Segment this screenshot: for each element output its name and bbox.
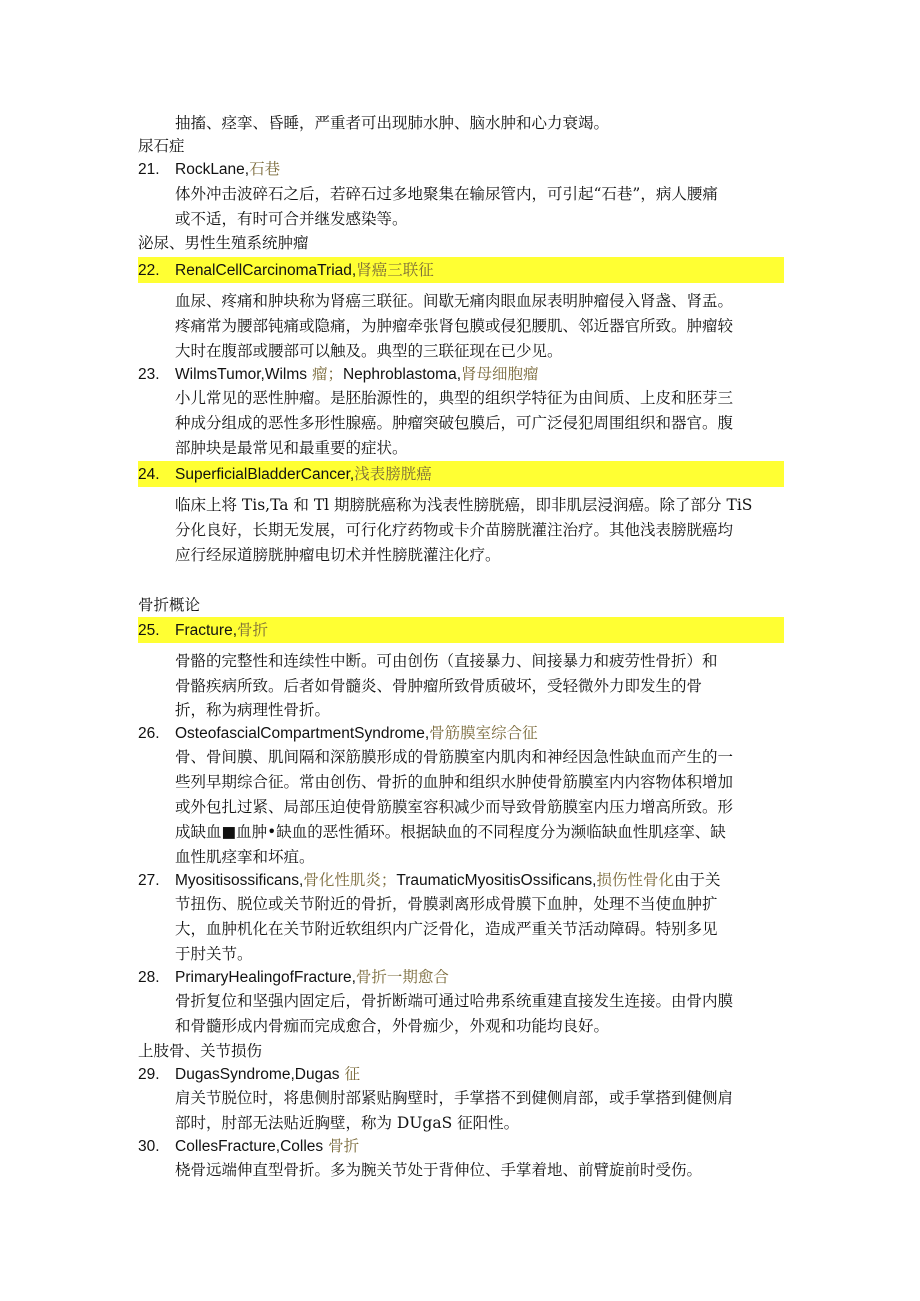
entry-term-en: DugasSyndrome,Dugas bbox=[175, 1066, 340, 1083]
paragraph-line: 骨骼的完整性和连续性中断。可由创伤（直接暴力、间接暴力和疲劳性骨折）和 bbox=[175, 652, 718, 670]
paragraph-line: 应行经尿道膀胱肿瘤电切术并性膀胱灌注化疗。 bbox=[175, 546, 501, 564]
entry-30 bbox=[138, 1135, 359, 1158]
entry-number: 24. bbox=[138, 466, 160, 483]
paragraph-line: 部时，肘部无法贴近胸壁，称为 DUgaS 征阳性。 bbox=[175, 1114, 520, 1132]
paragraph-line: 小儿常见的恶性肿瘤。是胚胎源性的，典型的组织学特征为由间质、上皮和胚芽三 bbox=[175, 389, 734, 407]
entry-term-cn: 骨化性肌炎； bbox=[303, 871, 397, 889]
paragraph-line: 节扭伤、脱位或关节附近的骨折，骨膜剥离形成骨膜下血肿，处理不当使血肿扩 bbox=[175, 895, 718, 913]
paragraph-line: 大，血肿机化在关节附近软组织内广泛骨化，造成严重关节活动障碍。特别多见 bbox=[175, 920, 718, 938]
entry-number: 23. bbox=[138, 366, 160, 383]
paragraph-line: 种成分组成的恶性多形性腺癌。肿瘤突破包膜后，可广泛侵犯周围组织和器官。腹 bbox=[175, 414, 734, 432]
paragraph-line: 桡骨远端伸直型骨折。多为腕关节处于背伸位、手掌着地、前臂旋前时受伤。 bbox=[175, 1161, 703, 1179]
entry-term-cn: 瘤； bbox=[311, 365, 343, 383]
entry-term-cn: 骨筋膜室综合征 bbox=[429, 724, 538, 742]
entry-term-en-alt: Nephroblastoma, bbox=[342, 366, 462, 383]
section-heading-upper-limb: 上肢骨、关节损伤 bbox=[138, 1042, 263, 1060]
entry-number: 28. bbox=[138, 969, 160, 986]
paragraph-line: 分化良好，长期无发展，可行化疗药物或卡介苗膀胱灌注治疗。其他浅表膀胱癌均 bbox=[175, 521, 734, 539]
entry-term-en: Fracture, bbox=[175, 622, 238, 639]
entry-27 bbox=[138, 869, 721, 892]
entry-number: 26. bbox=[138, 725, 160, 742]
entry-term-en: PrimaryHealingofFracture, bbox=[175, 969, 356, 986]
entry-term-en: RenalCellCarcinomaTriad, bbox=[175, 262, 357, 279]
entry-number: 25. bbox=[138, 622, 160, 639]
paragraph-line: 和骨髓形成内骨痂而完成愈合，外骨痂少，外观和功能均良好。 bbox=[175, 1017, 610, 1035]
paragraph-line: 疼痛常为腰部钝痛或隐痛，为肿瘤牵张肾包膜或侵犯腰肌、邻近器官所致。肿瘤较 bbox=[175, 317, 734, 335]
paragraph-line: 折，称为病理性骨折。 bbox=[175, 701, 331, 719]
paragraph-line: 骨骼疾病所致。后者如骨髓炎、骨肿瘤所致骨质破坏，受轻微外力即发生的骨 bbox=[175, 677, 703, 695]
paragraph-line: 体外冲击波碎石之后，若碎石过多地聚集在输尿管内，可引起“石巷”，病人腰痛 bbox=[175, 185, 718, 203]
entry-term-cn: 浅表膀胱癌 bbox=[354, 465, 432, 483]
entry-number: 22. bbox=[138, 262, 160, 279]
entry-term-cn: 石巷 bbox=[249, 160, 281, 178]
paragraph-line: 成缺血■血肿•缺血的恶性循环。根据缺血的不同程度分为濒临缺血性肌痉挛、缺 bbox=[175, 823, 726, 841]
entry-term-cn: 骨折 bbox=[328, 1137, 360, 1155]
entry-term-cn: 肾癌三联征 bbox=[356, 261, 434, 279]
entry-term-en: SuperficialBladderCancer, bbox=[175, 466, 355, 483]
paragraph-line: 肩关节脱位时，将患侧肘部紧贴胸壁时，手掌搭不到健侧肩部，或手掌搭到健侧肩 bbox=[175, 1089, 734, 1107]
entry-term-cn-alt: 损伤性骨化 bbox=[596, 871, 674, 889]
entry-term-en: CollesFracture,Colles bbox=[175, 1138, 324, 1155]
paragraph-line: 骨、骨间膜、肌间隔和深筋膜形成的骨筋膜室内肌肉和神经因急性缺血而产生的一 bbox=[175, 748, 734, 766]
entry-text-tail: 由于关 bbox=[673, 871, 721, 889]
entry-29 bbox=[138, 1063, 360, 1086]
entry-number: 27. bbox=[138, 872, 160, 889]
paragraph-line: 些列早期综合征。常由创伤、骨折的血肿和组织水肿使骨筋膜室内内容物体积增加 bbox=[175, 773, 734, 791]
entry-22 bbox=[138, 259, 434, 282]
entry-23 bbox=[138, 363, 539, 386]
section-heading-tumors: 泌尿、男性生殖系统肿瘤 bbox=[138, 234, 309, 252]
entry-term-en-alt: TraumaticMyositisOssificans, bbox=[396, 872, 597, 889]
entry-term-cn: 骨折 bbox=[237, 621, 269, 639]
entry-term-en: RockLane, bbox=[175, 161, 250, 178]
paragraph-line: 于肘关节。 bbox=[175, 945, 253, 963]
section-heading-fracture: 骨折概论 bbox=[138, 596, 201, 614]
paragraph-line: 或外包扎过紧、局部压迫使骨筋膜室容积减少而导致骨筋膜室内压力增高所致。形 bbox=[175, 798, 734, 816]
entry-28 bbox=[138, 966, 449, 989]
entry-term-en: OsteofascialCompartmentSyndrome, bbox=[175, 725, 430, 742]
entry-term-cn: 骨折一期愈合 bbox=[355, 968, 449, 986]
entry-number: 21. bbox=[138, 161, 160, 178]
entry-25 bbox=[138, 619, 268, 642]
entry-term-en: Myositisossificans, bbox=[175, 872, 304, 889]
entry-24 bbox=[138, 463, 432, 486]
paragraph-line: 临床上将 Tis,Ta 和 Tl 期膀胱癌称为浅表性膀胱癌，即非肌层浸润癌。除了部分 TiS bbox=[175, 496, 753, 514]
paragraph-line: 大时在腹部或腰部可以触及。典型的三联征现在已少见。 bbox=[175, 342, 563, 360]
paragraph-line: 部肿块是最常见和最重要的症状。 bbox=[175, 439, 408, 457]
entry-term-cn: 征 bbox=[344, 1065, 361, 1083]
paragraph-line: 血性肌痉挛和坏疽。 bbox=[175, 848, 315, 866]
paragraph-line: 血尿、疼痛和肿块称为肾癌三联征。间歇无痛肉眼血尿表明肿瘤侵入肾盏、肾盂。 bbox=[175, 292, 734, 310]
paragraph-line: 抽搐、痉挛、昏睡，严重者可出现肺水肿、脑水肿和心力衰竭。 bbox=[175, 114, 610, 132]
section-heading-urolithiasis: 尿石症 bbox=[138, 137, 185, 155]
entry-term-cn-alt: 肾母细胞瘤 bbox=[461, 365, 539, 383]
entry-term-en: WilmsTumor,Wilms bbox=[175, 366, 308, 383]
entry-number: 30. bbox=[138, 1138, 160, 1155]
entry-26 bbox=[138, 722, 538, 745]
paragraph-line: 或不适，有时可合并继发感染等。 bbox=[175, 210, 408, 228]
paragraph-line: 骨折复位和坚强内固定后，骨折断端可通过哈弗系统重建直接发生连接。由骨内膜 bbox=[175, 992, 734, 1010]
entry-number: 29. bbox=[138, 1066, 160, 1083]
entry-21 bbox=[138, 158, 280, 181]
